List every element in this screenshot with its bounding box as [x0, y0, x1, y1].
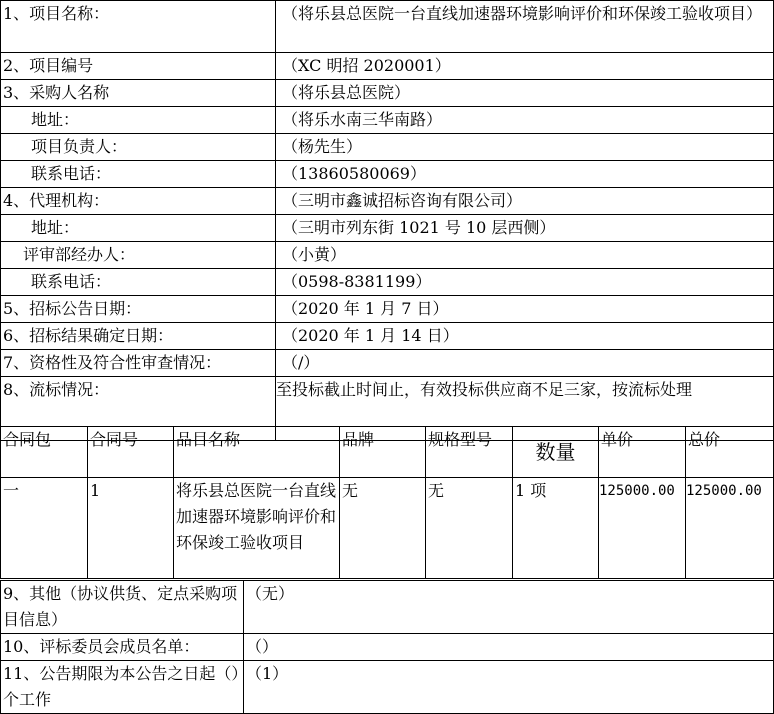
value-failed-bid: 至投标截止时间止，有效投标供应商不足三家，按流标处理 [276, 377, 774, 441]
cell-item-name: 将乐县总医院一台直线加速器环境影响评价和环保竣工验收项目 [174, 478, 340, 579]
value-committee-members: （） [244, 634, 774, 661]
label-agency-phone: 联系电话： [1, 269, 276, 296]
table-row [1, 80, 774, 107]
header-item-name: 品目名称 [174, 427, 340, 478]
label-project-name: 1、项目名称： [1, 1, 276, 53]
value-agency-handler: （小黄） [276, 242, 774, 269]
value-project-name: （将乐县总医院一台直线加速器环境影响评价和环保竣工验收项目） [276, 1, 774, 53]
label-agency: 4、代理机构： [1, 188, 276, 215]
table-row [1, 188, 774, 215]
table-row [1, 661, 774, 714]
table-row [1, 323, 774, 350]
table-row [1, 478, 774, 579]
label-failed-bid: 8、流标情况： [1, 377, 276, 441]
header-contract-number: 合同号 [88, 427, 174, 478]
value-notice-date: （2020 年 1 月 7 日） [276, 296, 774, 323]
cell-total-price: 125000.00 [686, 478, 774, 579]
label-notice-date: 5、招标公告日期： [1, 296, 276, 323]
header-unit-price: 单价 [599, 427, 686, 478]
label-agency-handler: 评审部经办人： [1, 242, 276, 269]
value-project-number: （XC 明招 2020001） [276, 53, 774, 80]
value-qualification-review: （/） [276, 350, 774, 377]
cell-quantity: 1 项 [513, 478, 599, 579]
value-purchaser-phone: （13860580069） [276, 161, 774, 188]
table-row [1, 296, 774, 323]
header-total-price: 总价 [686, 427, 774, 478]
label-agency-address: 地址： [1, 215, 276, 242]
table-row [1, 107, 774, 134]
table-row [1, 242, 774, 269]
cell-unit-price: 125000.00 [599, 478, 686, 579]
table-row [1, 269, 774, 296]
label-committee-members: 10、评标委员会成员名单： [1, 634, 244, 661]
table-row [1, 634, 774, 661]
table-row [1, 1, 774, 53]
table-row [1, 215, 774, 242]
table-row [1, 53, 774, 80]
value-agency-address: （三明市列东街 1021 号 10 层西侧） [276, 215, 774, 242]
value-agency: （三明市鑫诚招标咨询有限公司） [276, 188, 774, 215]
label-purchaser-name: 3、采购人名称 [1, 80, 276, 107]
header-brand: 品牌 [340, 427, 426, 478]
label-purchaser-phone: 联系电话： [1, 161, 276, 188]
header-spec-model: 规格型号 [426, 427, 513, 478]
cell-spec-model: 无 [426, 478, 513, 579]
value-result-date: （2020 年 1 月 14 日） [276, 323, 774, 350]
label-qualification-review: 7、资格性及符合性审查情况： [1, 350, 276, 377]
value-agency-phone: （0598-8381199） [276, 269, 774, 296]
cell-contract-number: 1 [88, 478, 174, 579]
label-notice-period: 11、公告期限为本公告之日起（）个工作 [1, 661, 244, 714]
label-purchaser-address: 地址： [1, 107, 276, 134]
value-purchaser-address: （将乐水南三华南路） [276, 107, 774, 134]
contract-header-row [1, 427, 774, 478]
label-project-number: 2、项目编号 [1, 53, 276, 80]
label-other-info: 9、其他（协议供货、定点采购项目信息） [1, 581, 244, 634]
value-other-info: （无） [244, 581, 774, 634]
footer-info-table [0, 580, 774, 714]
label-result-date: 6、招标结果确定日期： [1, 323, 276, 350]
cell-contract-package: 一 [1, 478, 88, 579]
value-project-leader: （杨先生） [276, 134, 774, 161]
table-row [1, 134, 774, 161]
value-notice-period: （1） [244, 661, 774, 714]
label-project-leader: 项目负责人： [1, 134, 276, 161]
header-contract-package: 合同包 [1, 427, 88, 478]
header-quantity: 数量 [513, 427, 599, 478]
contract-table [0, 426, 774, 579]
value-purchaser-name: （将乐县总医院） [276, 80, 774, 107]
table-row [1, 350, 774, 377]
table-row [1, 161, 774, 188]
table-row [1, 581, 774, 634]
cell-brand: 无 [340, 478, 426, 579]
